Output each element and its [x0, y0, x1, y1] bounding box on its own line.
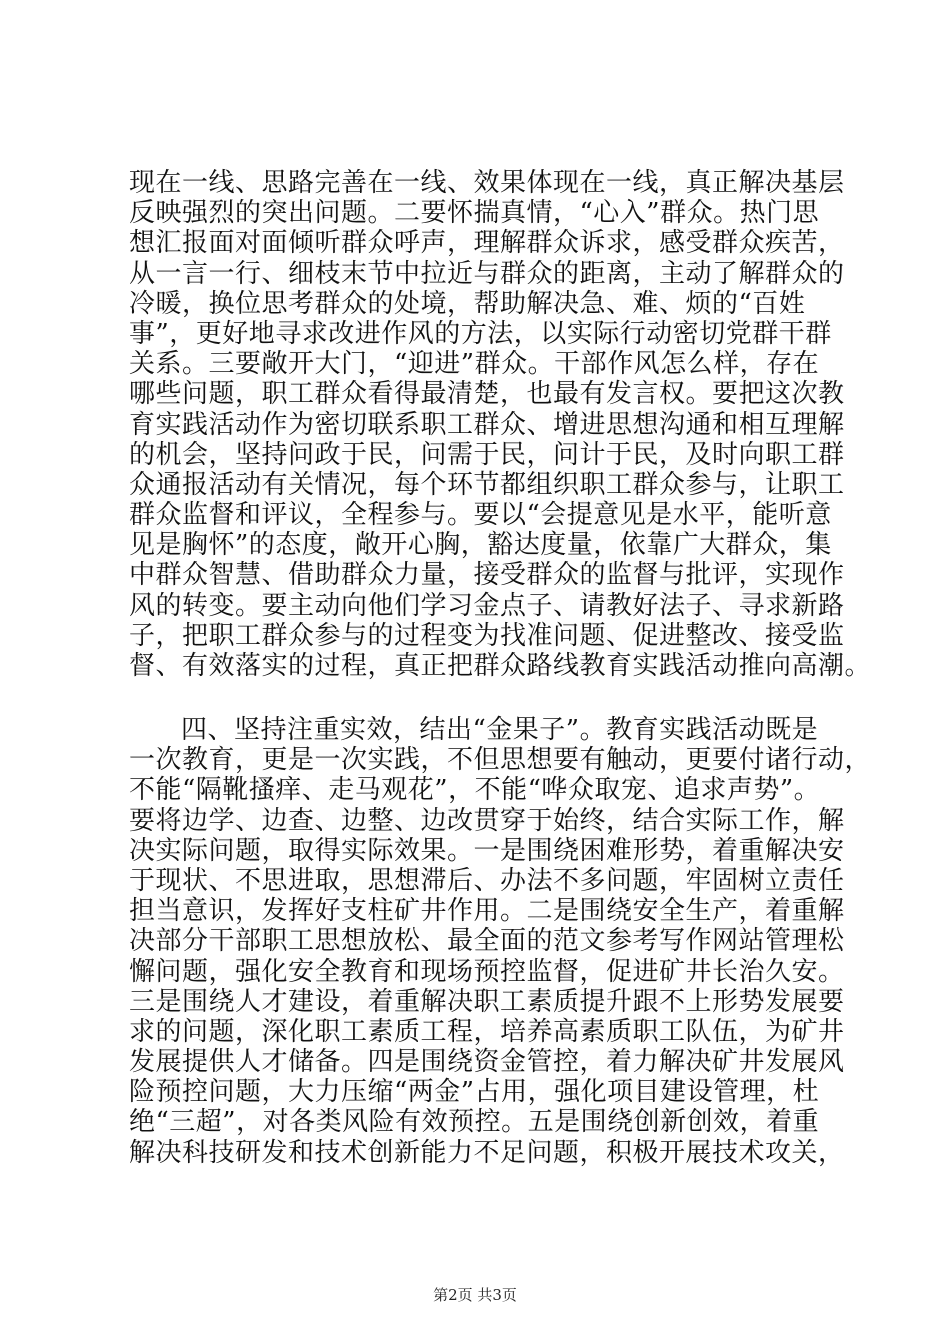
text-line: 现在一线、思路完善在一线、效果体现在一线，真正解决基层 [129, 168, 845, 198]
text-line: 众通报活动有关情况，每个环节都组织职工群众参与，让职工 [129, 469, 845, 500]
text-line: 绝“三超”，对各类风险有效预控。五是围绕创新创效，着重 [129, 1107, 820, 1138]
text-line: 不能“隔靴搔痒、走马观花”，不能“哗众取宠、追求声势”。 [129, 775, 821, 806]
text-line: 从一言一行、细枝末节中拉近与群众的距离，主动了解群众的 [129, 258, 845, 289]
text-line: 发展提供人才储备。四是围绕资金管控，着力解决矿井发展风 [129, 1047, 845, 1078]
text-line: 决部分干部职工思想放松、最全面的范文参考写作网站管理松 [129, 926, 845, 957]
text-line: 反映强烈的突出问题。二要怀揣真情，“心入”群众。热门思 [129, 198, 820, 229]
page-number: 第2页 共3页 [433, 1286, 517, 1304]
text-line-indented: 四、坚持注重实效，结出“金果子”。教育实践活动既是 [181, 715, 819, 745]
text-line: 中群众智慧、借助群众力量，接受群众的监督与批评，实现作 [129, 560, 845, 591]
text-line: 决实际问题，取得实际效果。一是围绕困难形势，着重解决安 [129, 835, 845, 866]
page-footer [0, 1284, 950, 1305]
text-line: 子，把职工群众参与的过程变为找准问题、促进整改、接受监 [129, 620, 845, 651]
text-line: 求的问题，深化职工素质工程，培养高素质职工队伍，为矿井 [129, 1016, 845, 1047]
text-line: 督、有效落实的过程，真正把群众路线教育实践活动推向高潮。 [129, 651, 872, 681]
text-line: 想汇报面对面倾听群众呼声，理解群众诉求，感受群众疾苦， [129, 228, 845, 259]
text-line: 一次教育，更是一次实践，不但思想要有触动，更要付诸行动， [129, 745, 872, 776]
text-line: 的机会，坚持问政于民，问需于民，问计于民，及时向职工群 [129, 439, 845, 470]
text-line: 三是围绕人才建设，着重解决职工素质提升跟不上形势发展要 [129, 986, 845, 1017]
text-line: 育实践活动作为密切联系职工群众、增进思想沟通和相互理解 [129, 409, 845, 440]
text-line: 事”，更好地寻求改进作风的方法，以实际行动密切党群干群 [129, 318, 832, 349]
text-line: 要将边学、边查、边整、边改贯穿于始终，结合实际工作，解 [129, 805, 845, 836]
text-line: 关系。三要敞开大门，“迎进”群众。干部作风怎么样，存在 [129, 349, 820, 380]
body-paragraph-2 [129, 715, 872, 1168]
text-line: 险预控问题，大力压缩“两金”占用，强化项目建设管理，杜 [129, 1077, 820, 1108]
text-line: 见是胸怀”的态度，敞开心胸，豁达度量，依靠广大群众，集 [129, 530, 832, 561]
text-line: 群众监督和评议，全程参与。要以“会提意见是水平，能听意 [129, 500, 832, 531]
text-line: 解决科技研发和技术创新能力不足问题，积极开展技术攻关， [129, 1137, 845, 1168]
body-paragraph-1 [129, 168, 872, 681]
text-line: 懈问题，强化安全教育和现场预控监督，促进矿井长治久安。 [129, 956, 845, 987]
text-line: 风的转变。要主动向他们学习金点子、请教好法子、寻求新路 [129, 590, 845, 621]
text-line: 冷暖，换位思考群众的处境，帮助解决急、难、烦的“百姓 [129, 288, 806, 319]
text-line: 哪些问题，职工群众看得最清楚，也最有发言权。要把这次教 [129, 379, 845, 410]
text-line: 担当意识，发挥好支柱矿井作用。二是围绕安全生产，着重解 [129, 896, 845, 927]
text-line: 于现状、不思进取，思想滞后、办法不多问题，牢固树立责任 [129, 865, 845, 896]
